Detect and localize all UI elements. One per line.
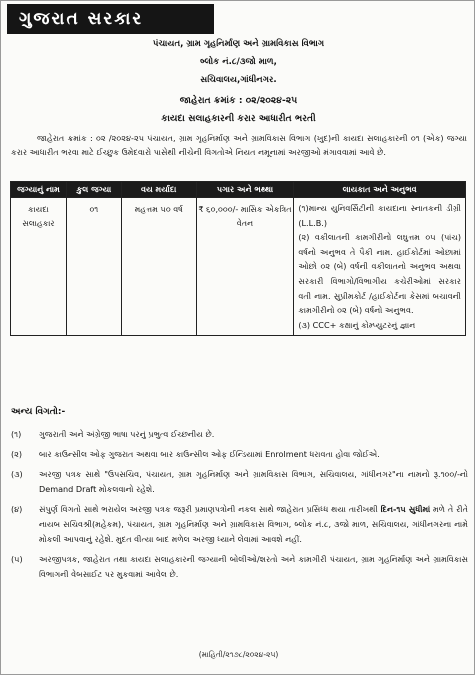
item-text: બાર કાઉન્સીલ ઓફ ગુજરાત અથવા બાર કાઉન્સીલ ઓફ ઈન્ડિયામાં Enrolment ધરાવતા હોવા જોઈએ. bbox=[39, 449, 380, 459]
header-total-posts: કુલ જગ્યા bbox=[66, 182, 121, 198]
item-text: ગુજરાતી અને અંગ્રેજી ભાષા પરનું પ્રભુત્વ ઈચ્છનીય છે. bbox=[39, 429, 215, 439]
cell-salary: ₹ ૬૦,૦૦૦/- માસિક એકત્રિત વેતન bbox=[196, 198, 294, 336]
address-line-1: બ્લોક નં.૮/૩જો માળ, bbox=[200, 57, 277, 67]
item-number: (૨) bbox=[11, 449, 23, 459]
list-item bbox=[11, 427, 468, 442]
item-number: (૧) bbox=[11, 429, 22, 439]
item-text: અરજી પત્રક સાથે "ઉપસચિવ, પંચાયત, ગ્રામ ગૃહનિર્માણ અને ગ્રામવિકાસ વિભાગ, સચિવાલય, ગાંધીનગર"ના નામનો રૂ.૧૦૦/-નો Demand Draft મોકલવાનો રહેશે. bbox=[39, 469, 468, 494]
intro-paragraph bbox=[11, 131, 467, 159]
item-text-part: મળે તે રીતે નાયબ સચિવશ્રી(મહેકમ), પંચાયત, ગ્રામ ગૃહનિર્માણ અને ગ્રામવિકાસ વિભાગ, બ્લોક નં.૮, ૩જો માળ, સચિવાલય, ગાંધીનગરના નામે મોકલી આપવાનું રહેશે. મુદત વીત્યા બાદ મળેલ અરજી ધ્યાને લેવામાં આવશે નહીં. bbox=[39, 504, 468, 544]
table-row bbox=[11, 198, 466, 336]
cell-qualification bbox=[294, 198, 466, 336]
item-text-part: સંપુર્ણ વિગતો સાથે ભરાયેલ અરજી પત્રક જરૂરી પ્રમાણપત્રોની નકલ સાથે જાહેરાત પ્રસિધ્ધ થયા તારીખથી bbox=[39, 504, 381, 514]
list-item bbox=[11, 552, 468, 582]
qualification-computer: (૩) CCC+ કક્ષાનું કોમ્પ્યુટરનું જ્ઞાન bbox=[298, 319, 416, 330]
header-qualification: લાયકાત અને અનુભવ bbox=[294, 182, 466, 198]
other-details-list bbox=[11, 427, 468, 587]
list-item bbox=[11, 447, 468, 462]
item-number: (૩) bbox=[11, 469, 23, 479]
deadline-text: દિન-૧૫ સુધીમાં bbox=[380, 504, 431, 514]
table-header-row bbox=[11, 182, 466, 198]
other-details-title: અન્ય વિગતો:- bbox=[11, 407, 66, 417]
item-text: અરજીપત્રક, જાહેરાત તથા કાયદા સલાહકારની જગ્યાની બોલીઓ/શરતો અને કામગીરી પંચાયત, ગ્રામ ગૃહનિર્માણ અને ગ્રામવિકાસ વિભાગની વેબસાઈટ પર મુકવામાં આવેલ છે. bbox=[39, 554, 468, 579]
post-details-table bbox=[10, 181, 466, 336]
item-number: (૫) bbox=[11, 554, 23, 564]
item-number: (૪) bbox=[11, 504, 23, 514]
address-line-2: સચિવાલય,ગાંધીનગર. bbox=[200, 75, 277, 85]
advertisement-number: જાહેરાત ક્રમાંક : ૦૨/૨૦૨૪-૨૫ bbox=[179, 95, 298, 106]
list-item bbox=[11, 502, 468, 547]
header-salary: પગાર અને ભથ્થા bbox=[196, 182, 294, 198]
cell-post-name: કાયદા સલાહકાર bbox=[11, 198, 67, 336]
intro-text: જાહેરાત ક્રમાંક : ૦૨ /૨૦૨૪-૨૫ પંચાયત, ગ્રામ ગૃહનિર્માણ અને ગ્રામવિકાસ વિભાગ (ખુદ)ની કાયદા સલાહકારની ૦૧ (એક) જગ્યા કરાર આધારીત ભરવા માટે ઈચ્છુક ઉમેદવારો પાસેથી નીચેની વિગતોએ નિયત નમૂનામાં અરજીઓ મંગાવવામાં આવે છે. bbox=[11, 133, 467, 157]
department-name: પંચાયત, ગ્રામ ગૃહનિર્માણ અને ગ્રામવિકાસ વિભાગ bbox=[152, 39, 325, 49]
recruitment-heading: કાયદા સલાહકારની કરાર આધારીત ભરતી bbox=[161, 113, 316, 124]
info-reference: (માહિતી/૨૧૭૮/૨૦૨૪-૨૫) bbox=[198, 650, 279, 659]
cell-age-limit: મહત્તમ ૫૦ વર્ષ bbox=[121, 198, 196, 336]
header-age-limit: વય મર્યાદા bbox=[121, 182, 196, 198]
cell-total-posts: ૦૧ bbox=[66, 198, 121, 336]
qualification-degree: (૧)માન્ય યુનિવર્સિટીની કાયદાના સ્નાતકની ડીગ્રી (L.L.B.) bbox=[298, 203, 461, 228]
qualification-experience: (૨) વકીલાતની કામગીરીનો લઘુત્તમ ૦૫ (પાંચ) વર્ષનો અનુભવ તે પૈકી નામ. હાઈકોર્ટમાં ઓછામાં ઓછો ૦૨ (બે) વર્ષની વકીલાતનો અનુભવ અથવા સરકારી વિભાગો/વિભાગીય કચેરીઓમાં સરકાર વતી નામ. સુપ્રીમકોર્ટ /હાઈકોર્ટના કેસમાં બચાવની કામગીરીનો ૦૨ (બે) વર્ષનો અનુભવ. bbox=[298, 232, 461, 316]
item-text bbox=[39, 502, 468, 547]
list-item bbox=[11, 467, 468, 497]
header-post-name: જગ્યાનું નામ bbox=[11, 182, 67, 198]
government-banner: ગુજરાત સરકાર bbox=[7, 4, 214, 34]
